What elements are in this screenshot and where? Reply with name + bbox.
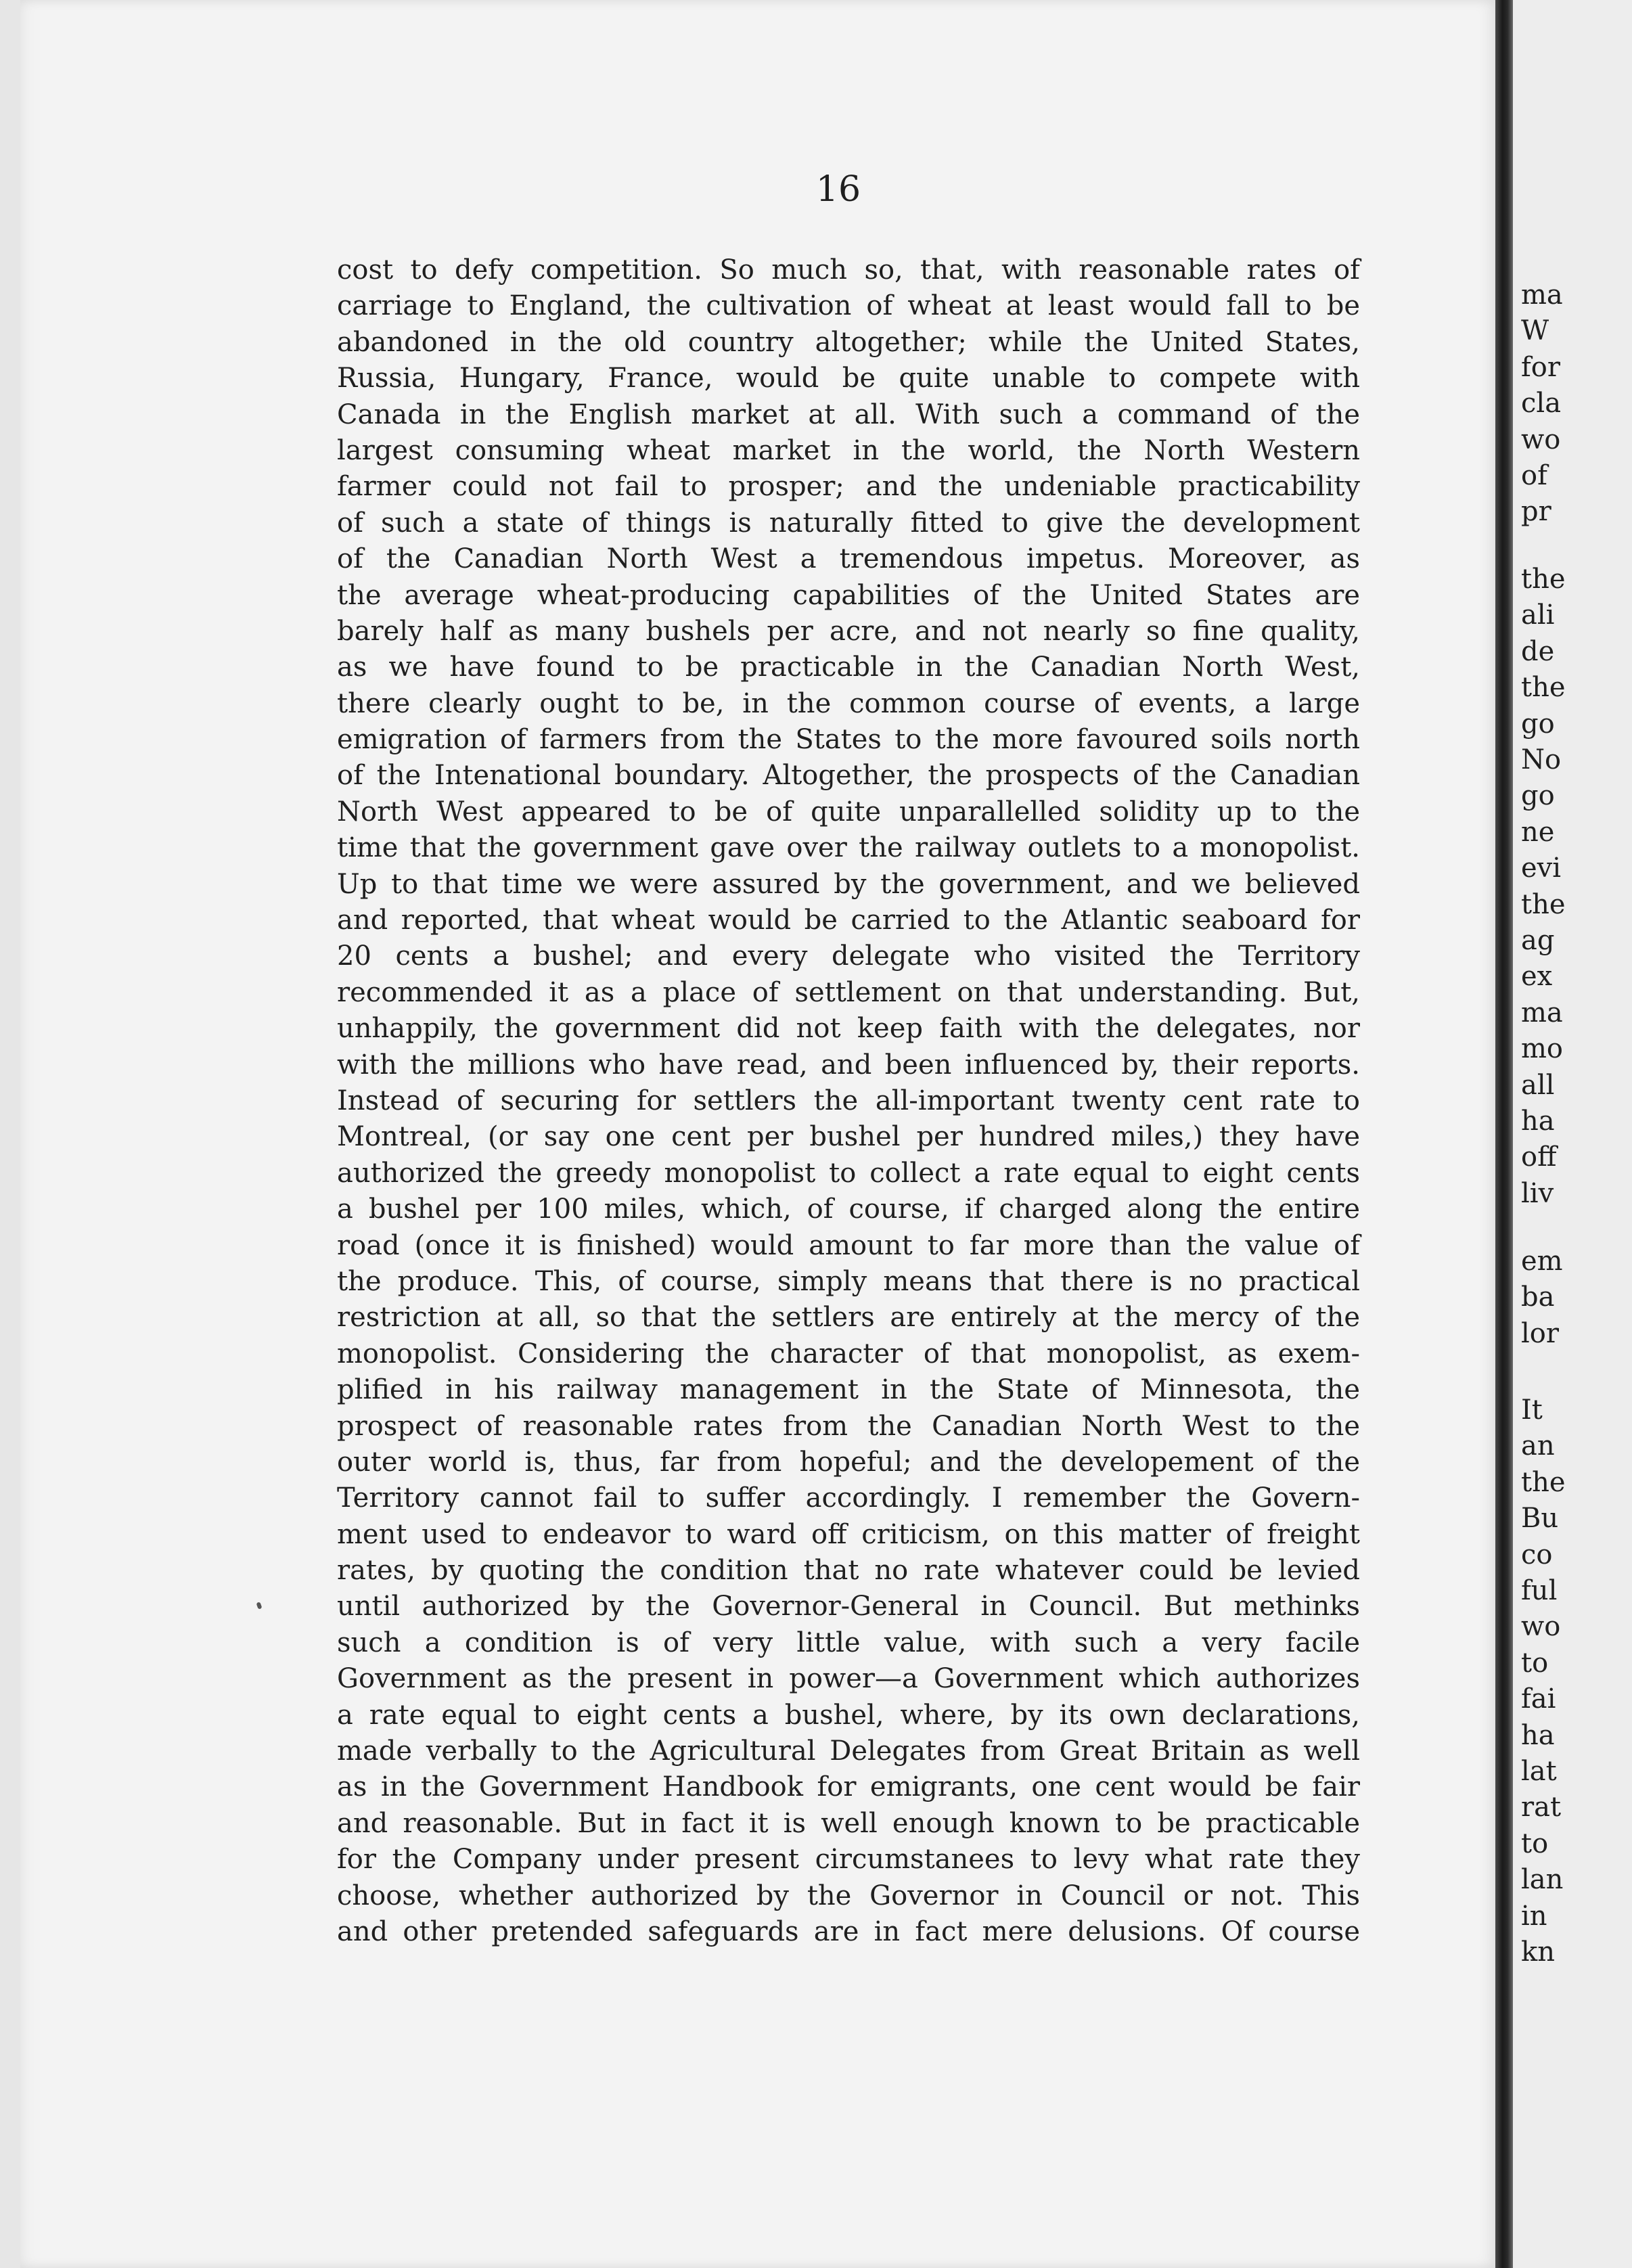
text-line: prospect of reasonable rates from the Canadian North West to the [337,1410,1360,1442]
next-page-fragment: the [1521,672,1566,704]
next-page-fragment: ba [1521,1282,1555,1313]
next-page-fragment: ne [1521,816,1555,848]
next-page-fragment: the [1521,888,1566,920]
text-line: for the Company under present circumstanees to levy what rate they [337,1844,1360,1876]
text-line: there clearly ought to be, in the common course of events, a large [337,687,1360,719]
text-line: Russia, Hungary, France, would be quite unable to compete with [337,363,1360,394]
text-line: ment used to endeavor to ward off criticism, on this matter of freight [337,1518,1360,1550]
text-line: rates, by quoting the condition that no rate whatever could be levied [337,1555,1360,1587]
book-gutter [1495,0,1513,2268]
text-line: unhappily, the government did not keep faith with the delegates, nor [337,1013,1360,1045]
text-line: carriage to England, the cultivation of wheat at least would fall to be [337,290,1360,322]
next-page-fragment: wo [1521,1611,1561,1643]
text-line: a bushel per 100 miles, which, of course, if charged along the entire [337,1194,1360,1225]
text-line: the produce. This, of course, simply means that there is no practical [337,1265,1360,1297]
next-page-fragment: to [1521,1647,1549,1679]
next-page-fragment: in [1521,1900,1547,1932]
page-number: 16 [815,169,861,210]
next-page-fragment: ful [1521,1575,1558,1606]
text-line: Territory cannot fail to suffer accordingly. I remember the Govern- [337,1482,1360,1514]
text-line: until authorized by the Governor-General in Council. But methinks [337,1591,1360,1623]
text-line: restriction at all, so that the settlers are entirely at the mercy of the [337,1302,1360,1334]
next-page-fragment: ha [1521,1106,1555,1137]
next-page-fragment: ex [1521,961,1553,993]
text-line: with the millions who have read, and been influenced by, their reports. [337,1049,1360,1081]
next-page-fragment: pr [1521,496,1551,528]
text-line: authorized the greedy monopolist to collect a rate equal to eight cents [337,1157,1360,1189]
text-line: made verbally to the Agricultural Delegates from Great Britain as well [337,1736,1360,1767]
text-line: barely half as many bushels per acre, and not nearly so fine quality, [337,615,1360,647]
text-line: 20 cents a bushel; and every delegate who visited the Territory [337,940,1360,972]
next-page-fragment: ma [1521,997,1563,1028]
text-line: Instead of securing for settlers the all-important twenty cent rate to [337,1085,1360,1116]
text-line: of such a state of things is naturally fitted to give the development [337,507,1360,539]
text-line: as in the Government Handbook for emigrants, one cent would be fair [337,1771,1360,1803]
next-page-fragment: rat [1521,1792,1562,1823]
text-line: Montreal, (or say one cent per bushel per hundred miles,) they have [337,1121,1360,1153]
next-page-fragment: evi [1521,853,1562,884]
next-page-fragment: all [1521,1069,1555,1101]
next-page-fragment: No [1521,744,1562,775]
next-page-fragment: for [1521,351,1561,383]
text-line: farmer could not fail to prosper; and the undeniable practicability [337,471,1360,503]
next-page-fragment: W [1521,315,1549,347]
next-page-fragment: de [1521,635,1555,667]
next-page-fragment: an [1521,1430,1555,1462]
next-page-fragment: Bu [1521,1503,1559,1535]
next-page-fragment: the [1521,1466,1566,1498]
text-line: road (once it is finished) would amount to far more than the value of [337,1229,1360,1261]
next-page-fragment: off [1521,1141,1557,1173]
next-page-fragment: lan [1521,1864,1564,1896]
next-page-fragment: ha [1521,1719,1555,1751]
text-line: and other pretended safeguards are in fact mere delusions. Of course [337,1915,1360,1947]
text-line: of the Canadian North West a tremendous impetus. Moreover, as [337,543,1360,575]
next-page-fragment: ag [1521,925,1555,956]
text-line: monopolist. Considering the character of that monopolist, as exem- [337,1338,1360,1369]
text-line: and reasonable. But in fact it is well enough known to be practicable [337,1807,1360,1839]
text-line: such a condition is of very little value, with such a very facile [337,1627,1360,1658]
text-line: as we have found to be practicable in the Canadian North West, [337,652,1360,683]
next-page-fragment: lor [1521,1317,1559,1349]
body-text [337,252,1360,1950]
text-line: the average wheat-producing capabilities of the United States are [337,579,1360,611]
next-page-fragment: ma [1521,279,1563,311]
text-line: North West appeared to be of quite unparallelled solidity up to the [337,796,1360,827]
next-page-fragment: to [1521,1828,1549,1859]
text-line: emigration of farmers from the States to the more favoured soils north [337,724,1360,756]
text-line: abandoned in the old country altogether; while the United States, [337,326,1360,358]
text-line: a rate equal to eight cents a bushel, where, by its own declarations, [337,1699,1360,1731]
next-page-fragment: mo [1521,1033,1564,1065]
next-page-fragment: go [1521,780,1555,812]
next-page-fragment: ali [1521,599,1555,631]
next-page-fragment: kn [1521,1936,1555,1968]
text-line: recommended it as a place of settlement on that understanding. But, [337,976,1360,1008]
next-page-fragment: go [1521,708,1555,740]
next-page-edge [1513,0,1632,2268]
next-page-fragment: wo [1521,424,1561,455]
next-page-fragment: fai [1521,1683,1556,1715]
text-line: Government as the present in power—a Government which authorizes [337,1663,1360,1695]
text-line: of the Intenational boundary. Altogether, the prospects of the Canadian [337,760,1360,792]
next-page-fragment: liv [1521,1177,1554,1209]
next-page-fragment: of [1521,460,1547,491]
text-line: choose, whether authorized by the Governor in Council or not. This [337,1880,1360,1911]
text-line: Canada in the English market at all. With such a command of the [337,399,1360,430]
text-line: outer world is, thus, far from hopeful; and the developement of the [337,1446,1360,1478]
next-page-fragment: the [1521,564,1566,595]
scan-left-edge [0,0,20,2268]
text-line: largest consuming wheat market in the world, the North Western [337,434,1360,466]
text-line: time that the government gave over the railway outlets to a monopolist. [337,832,1360,864]
next-page-fragment: cla [1521,388,1562,419]
next-page-fragment: co [1521,1539,1553,1570]
text-line: cost to defy competition. So much so, that, with reasonable rates of [337,254,1360,286]
text-line: and reported, that wheat would be carried to the Atlantic seaboard for [337,905,1360,936]
next-page-fragment: lat [1521,1756,1557,1787]
next-page-fragment: It [1521,1394,1543,1426]
text-line: Up to that time we were assured by the government, and we believed [337,868,1360,900]
text-line: plified in his railway management in the State of Minnesota, the [337,1374,1360,1406]
next-page-fragment: em [1521,1246,1563,1277]
